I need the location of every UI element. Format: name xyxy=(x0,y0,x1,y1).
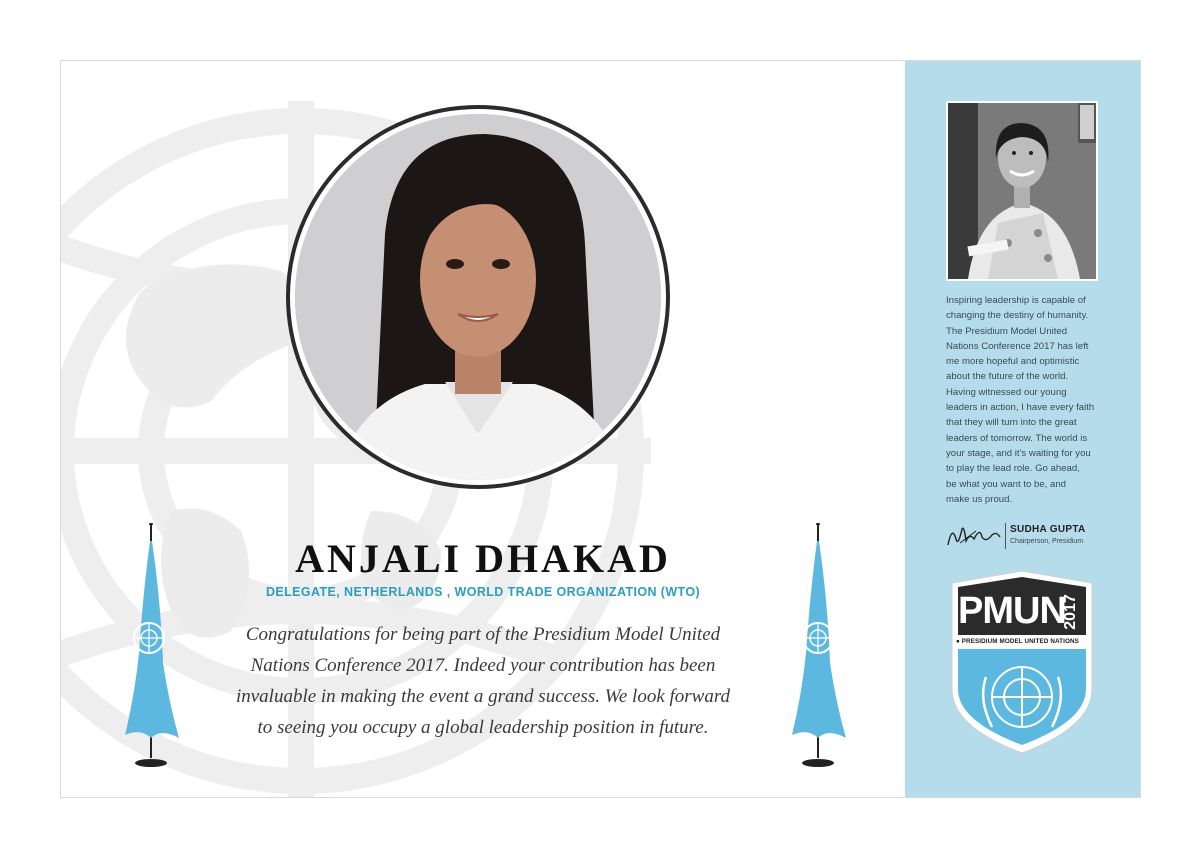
quote-line: Inspiring leadership is capable of xyxy=(946,295,1086,306)
message-line: Nations Conference 2017. Indeed your contribution has been xyxy=(250,655,716,676)
quote-line: make us proud. xyxy=(946,493,1013,505)
quote-line: me more hopeful and optimistic xyxy=(946,356,1080,368)
signature-icon xyxy=(946,521,1002,551)
recipient-portrait-icon xyxy=(295,114,661,480)
message-line: to seeing you occupy a global leadership position in future. xyxy=(257,717,709,738)
chairperson-photo xyxy=(946,101,1098,281)
message-line: invaluable in making the event a grand success. We look forward xyxy=(235,686,731,707)
quote-line: Nations Conference 2017 has left xyxy=(946,340,1089,352)
signature-block xyxy=(946,521,1116,553)
badge-acronym: PMUN xyxy=(958,590,1066,632)
quote-line: changing the destiny of humanity. xyxy=(946,310,1089,322)
chairperson-name: SUDHA GUPTA xyxy=(1010,524,1086,535)
un-flag-icon xyxy=(121,523,181,773)
certificate xyxy=(60,60,1141,798)
pmun-badge xyxy=(948,569,1096,755)
chairperson-quote xyxy=(946,293,1106,507)
badge-caption: ● PRESIDIUM MODEL UNITED NATIONS xyxy=(956,638,1079,645)
recipient-name: ANJALI DHAKAD xyxy=(295,536,671,581)
quote-line: Having witnessed our young xyxy=(946,386,1067,398)
message-line: Congratulations for being part of the Presidium Model United xyxy=(245,624,721,645)
recipient-role: DELEGATE, NETHERLANDS , WORLD TRADE ORGANIZATION (WTO) xyxy=(265,585,701,599)
chairperson-title: Chairperson, Presidium xyxy=(1010,538,1084,545)
main-area xyxy=(61,61,905,797)
quote-line: The Presidium Model United xyxy=(946,325,1068,337)
signature-divider xyxy=(1005,523,1006,549)
congratulation-message xyxy=(201,619,765,743)
quote-line: your stage, and it's waiting for you xyxy=(946,447,1091,459)
quote-line: be what you want to be, and xyxy=(946,478,1067,490)
badge-year xyxy=(1056,593,1086,631)
quote-line: leaders of tomorrow. The world is xyxy=(946,432,1088,444)
quote-line: to play the lead role. Go ahead, xyxy=(946,463,1080,475)
quote-line: that they will turn into the great xyxy=(946,417,1077,429)
badge-year-text: 2017 xyxy=(1062,594,1079,630)
recipient-photo-frame xyxy=(286,105,670,489)
recipient-photo xyxy=(295,114,661,480)
un-flag-icon xyxy=(788,523,848,773)
quote-line: leaders in action, I have every faith xyxy=(946,402,1095,414)
quote-line: about the future of the world. xyxy=(946,371,1069,383)
sidebar-panel xyxy=(905,61,1140,797)
chairperson-portrait-icon xyxy=(948,103,1096,279)
